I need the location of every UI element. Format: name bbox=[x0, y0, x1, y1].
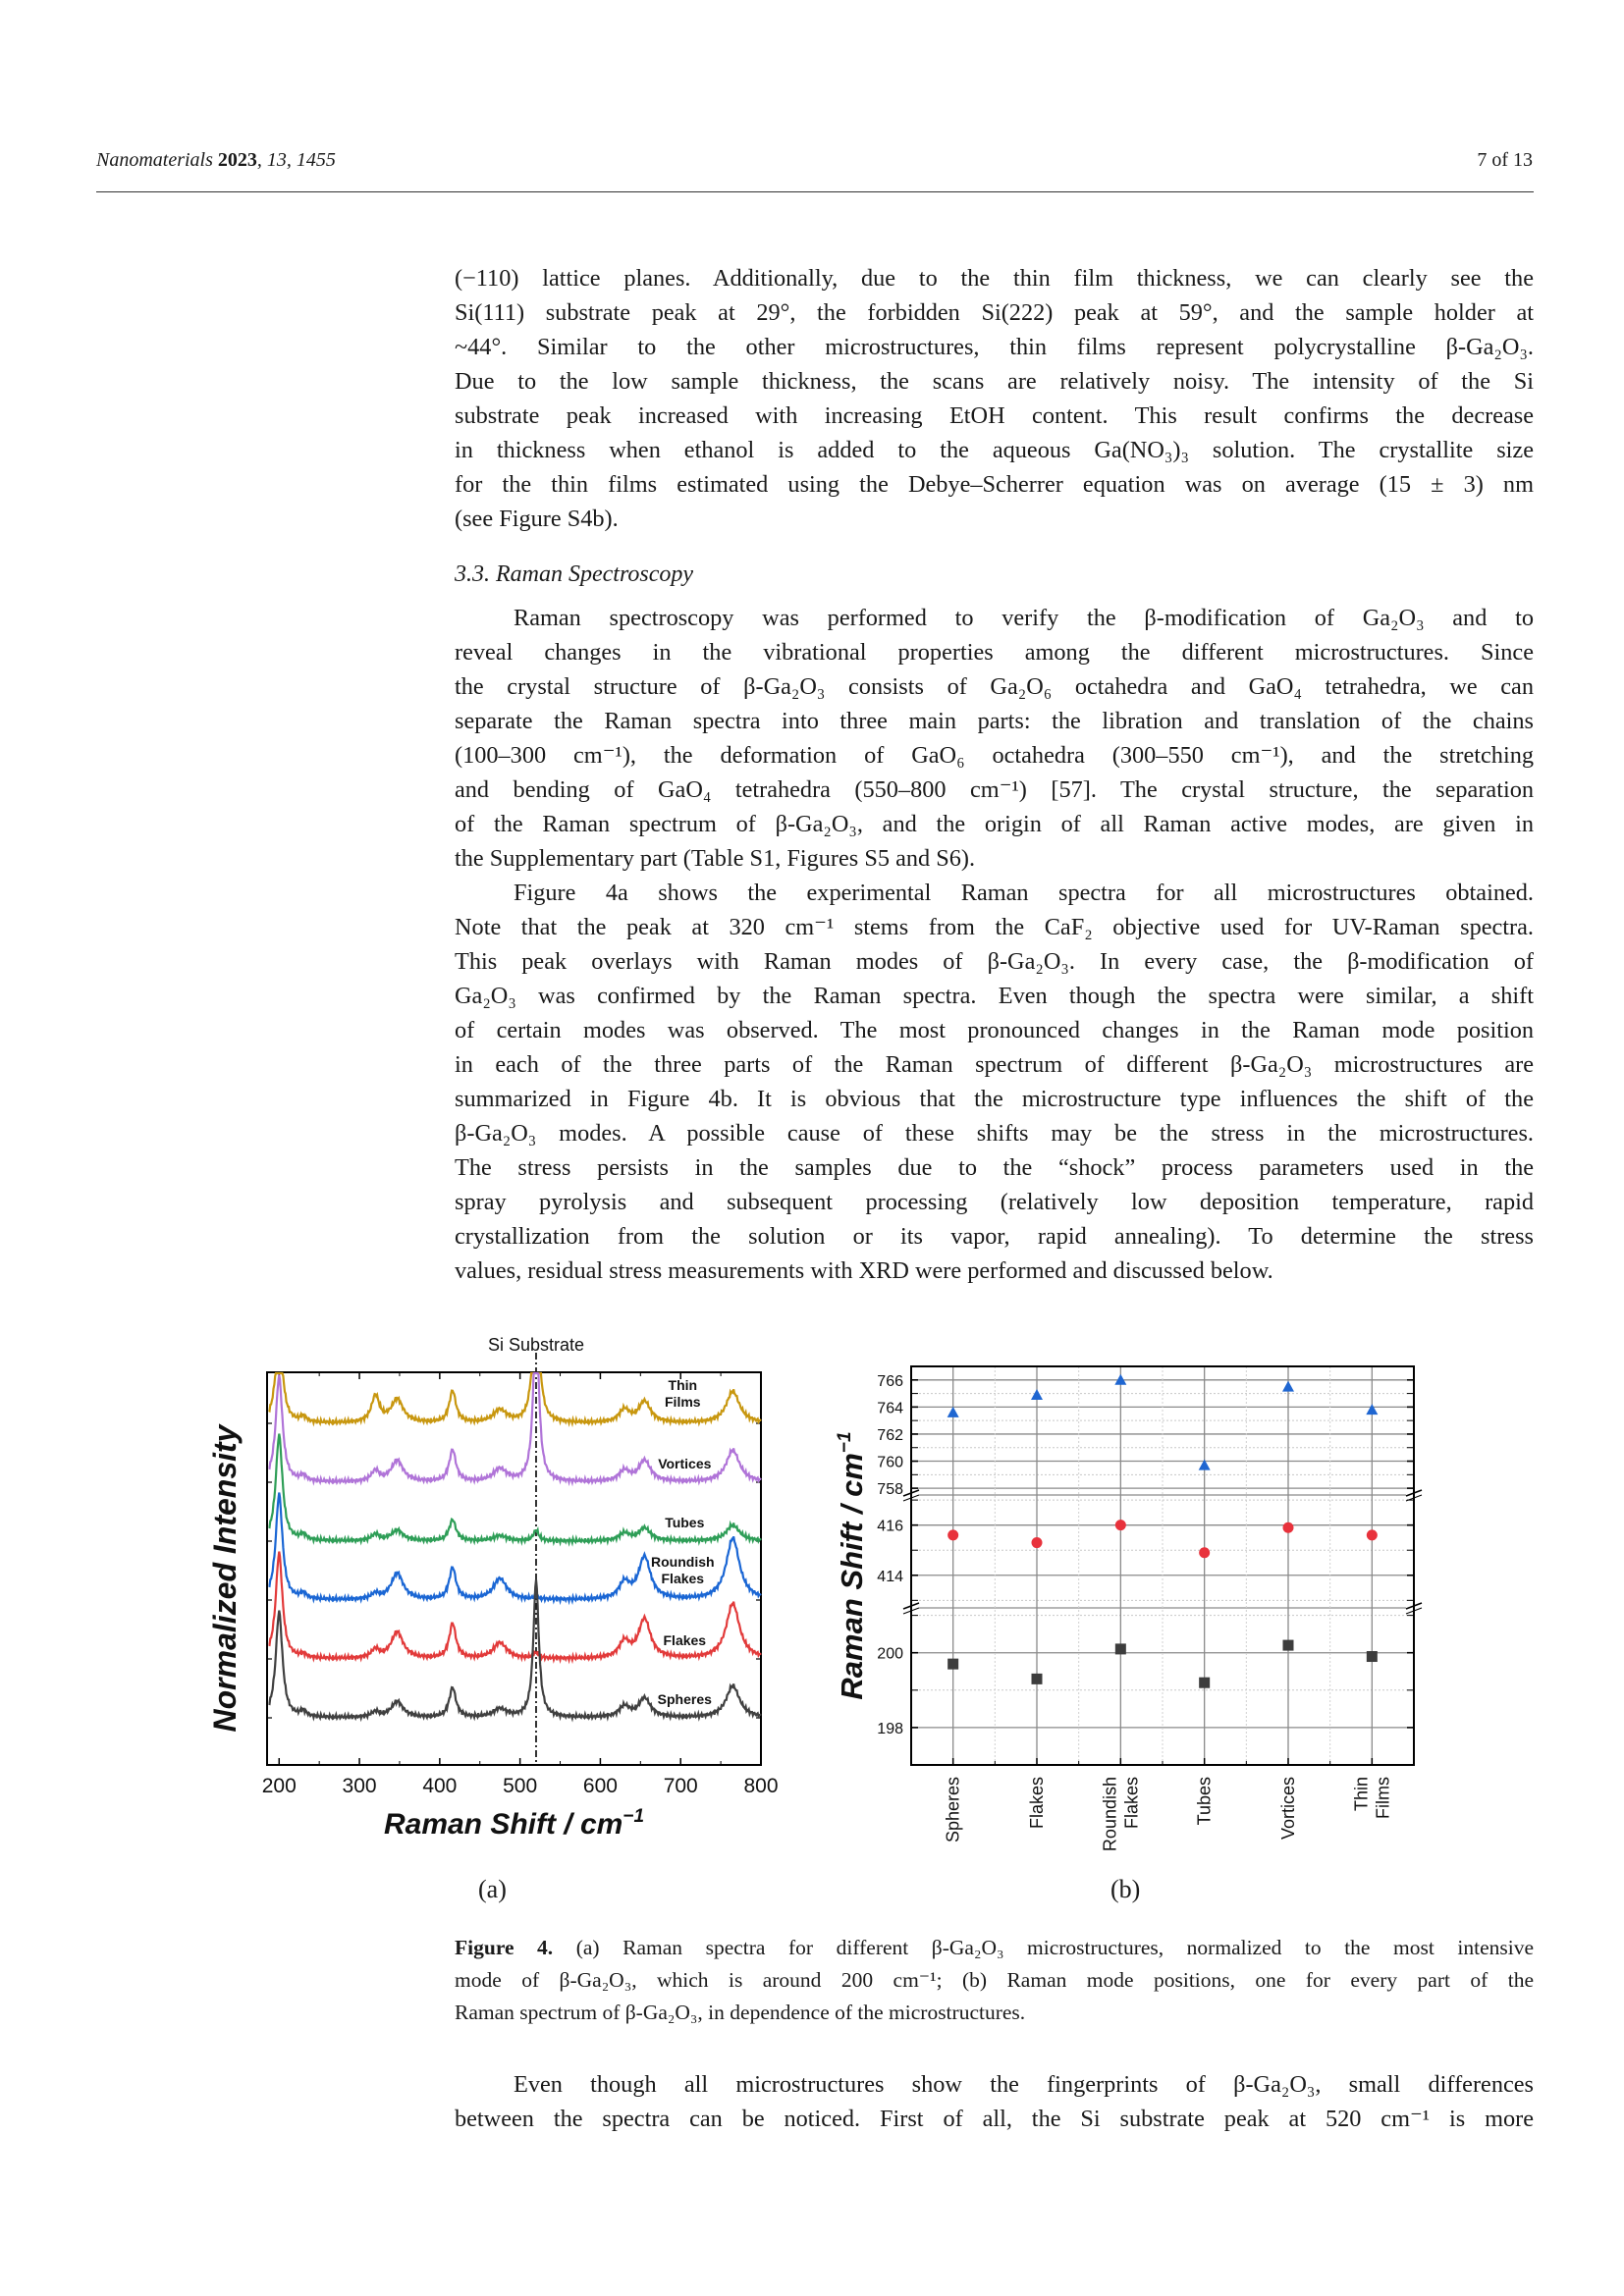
category-label: Roundish bbox=[1100, 1777, 1120, 1852]
text-line: separate the Raman spectra into three main parts: the libration and translation of the chains bbox=[455, 708, 1534, 734]
article-number: 1455 bbox=[296, 149, 336, 171]
text-line: and bending of GaO₄ tetrahedra (550–800 cm⁻¹) [57]. The crystal structure, the separation bbox=[455, 776, 1534, 803]
y-tick-label: 766 bbox=[877, 1372, 903, 1390]
data-point-square bbox=[1199, 1678, 1210, 1688]
text-line: Figure 4a shows the experimental Raman spectra for all microstructures obtained. bbox=[514, 880, 1534, 906]
caption-lines bbox=[455, 1932, 1534, 2029]
text-line: The stress persists in the samples due to the “shock” process parameters used in the bbox=[455, 1154, 1534, 1181]
text-line: values, residual stress measurements with XRD were performed and discussed below. bbox=[455, 1257, 1273, 1284]
category-label: Tubes bbox=[1194, 1777, 1215, 1826]
paragraph-xrd-thin-films bbox=[455, 261, 1534, 536]
series-label: Spheres bbox=[657, 1691, 712, 1707]
category-label: Flakes bbox=[1027, 1777, 1047, 1830]
text-line: (−110) lattice planes. Additionally, due to the thin film thickness, we can clearly see the bbox=[455, 265, 1534, 292]
paragraph-figure4-discussion bbox=[455, 876, 1534, 1288]
y-axis-title: Normalized Intensity bbox=[207, 1424, 243, 1733]
series-label: Thin bbox=[668, 1377, 698, 1393]
series-label: Flakes bbox=[661, 1571, 705, 1586]
text-line: spray pyrolysis and subsequent processing (relatively low deposition temperature, rapid bbox=[455, 1189, 1534, 1215]
y-tick-label: 198 bbox=[877, 1720, 903, 1737]
caption-line: Figure 4. (a) Raman spectra for different β-Ga₂O₃ microstructures, normalized to the most intensive bbox=[455, 1936, 1534, 1959]
data-point-square bbox=[1032, 1674, 1043, 1684]
x-tick-label: 700 bbox=[663, 1775, 698, 1797]
paragraph-lines bbox=[455, 261, 1534, 536]
text-line: of the Raman spectrum of β-Ga₂O₃, and the origin of all Raman active modes, are given in bbox=[455, 811, 1534, 837]
data-point-square bbox=[947, 1659, 958, 1670]
caption-line: mode of β-Ga₂O₃, which is around 200 cm⁻¹; (b) Raman mode positions, one for every part of the bbox=[455, 1968, 1534, 1992]
y-tick-label: 760 bbox=[877, 1454, 903, 1471]
text-line: of certain modes was observed. The most pronounced changes in the Raman mode position bbox=[455, 1017, 1534, 1043]
paragraph-spectra-differences bbox=[455, 2067, 1534, 2136]
text-line: (see Figure S4b). bbox=[455, 506, 619, 532]
y-tick-label: 414 bbox=[877, 1568, 903, 1585]
caption-label: Figure 4. bbox=[455, 1936, 576, 1959]
x-tick-label: 200 bbox=[261, 1775, 297, 1797]
journal-volume: 13 bbox=[266, 149, 287, 171]
text-line: Raman spectroscopy was performed to verify the β-modification of Ga₂O₃ and to bbox=[514, 605, 1534, 631]
data-point-square bbox=[1367, 1651, 1378, 1662]
data-point-triangle bbox=[947, 1407, 959, 1417]
text-line: crystallization from the solution or its vapor, rapid annealing). To determine the stress bbox=[455, 1223, 1534, 1250]
y-tick-label: 762 bbox=[877, 1426, 903, 1444]
x-tick-label: 600 bbox=[582, 1775, 618, 1797]
text-line: the crystal structure of β-Ga₂O₃ consists of Ga₂O₆ octahedra and GaO₄ tetrahedra, we can bbox=[455, 673, 1534, 700]
series-label: Tubes bbox=[665, 1515, 705, 1530]
page-number: 7 of 13 bbox=[1477, 149, 1533, 171]
text-line: Even though all microstructures show the fingerprints of β-Ga₂O₃, small differences bbox=[514, 2071, 1534, 2098]
data-point-triangle bbox=[1031, 1389, 1043, 1400]
text-line: in each of the three parts of the Raman spectrum of different β-Ga₂O₃ microstructures are bbox=[455, 1051, 1534, 1078]
series-label: Films bbox=[665, 1394, 701, 1410]
caption-line: Raman spectrum of β-Ga₂O₃, in dependence of the microstructures. bbox=[455, 2001, 1026, 2024]
figure-4a-raman-spectra bbox=[196, 1325, 785, 1855]
y-tick-label: 764 bbox=[877, 1400, 903, 1417]
text-line: between the spectra can be noticed. First of all, the Si substrate peak at 520 cm⁻¹ is more bbox=[455, 2106, 1534, 2132]
text-line: (100–300 cm⁻¹), the deformation of GaO₆ octahedra (300–550 cm⁻¹), and the stretching bbox=[455, 742, 1534, 769]
category-label: Vortices bbox=[1278, 1777, 1298, 1841]
figure-panel-a-label: (a) bbox=[478, 1875, 507, 1903]
section-number: 3.3. bbox=[455, 561, 490, 587]
series-label: Vortices bbox=[658, 1456, 712, 1471]
journal-name: Nanomaterials bbox=[96, 149, 213, 171]
paragraph-lines bbox=[455, 876, 1534, 1288]
x-tick-label: 300 bbox=[342, 1775, 377, 1797]
section-title: Raman Spectroscopy bbox=[496, 561, 694, 587]
data-point-square bbox=[1283, 1640, 1294, 1651]
running-header-journal: Nanomaterials 2023, 13, 1455 bbox=[96, 149, 336, 171]
text-line: Ga₂O₃ was confirmed by the Raman spectra. Even though the spectra were similar, a shift bbox=[455, 983, 1534, 1009]
x-tick-label: 500 bbox=[503, 1775, 538, 1797]
text-line: Note that the peak at 320 cm⁻¹ stems from the CaF₂ objective used for UV-Raman spectra. bbox=[455, 914, 1534, 940]
data-point-circle bbox=[1032, 1537, 1043, 1548]
figure-4b-mode-positions bbox=[825, 1345, 1453, 1895]
text-line: the Supplementary part (Table S1, Figures S5 and S6). bbox=[455, 845, 976, 872]
category-label: Films bbox=[1373, 1777, 1393, 1819]
text-line: β-Ga₂O₃ modes. A possible cause of these shifts may be the stress in the microstructures. bbox=[455, 1120, 1534, 1147]
si-substrate-annotation: Si Substrate bbox=[487, 1335, 585, 1355]
section-heading bbox=[455, 561, 693, 588]
figure-caption bbox=[455, 1932, 1534, 2029]
category-label: Thin bbox=[1351, 1777, 1372, 1812]
text-line: substrate peak increased with increasing EtOH content. This result confirms the decrease bbox=[455, 402, 1534, 429]
paragraph-raman-intro bbox=[455, 601, 1534, 876]
text-line: Due to the low sample thickness, the scans are relatively noisy. The intensity of the Si bbox=[455, 368, 1534, 395]
x-tick-label: 800 bbox=[743, 1775, 779, 1797]
paragraph-lines bbox=[455, 2067, 1534, 2136]
x-axis-title: Raman Shift / $cm^{-1}$ bbox=[383, 1806, 645, 1841]
data-point-circle bbox=[1367, 1529, 1378, 1540]
text-line: ~44°. Similar to the other microstructures, thin films represent polycrystalline β-Ga₂O₃. bbox=[455, 334, 1534, 360]
category-label: Spheres bbox=[943, 1777, 963, 1843]
data-point-circle bbox=[947, 1529, 958, 1540]
paragraph-lines bbox=[455, 601, 1534, 876]
text-line: for the thin films estimated using the Debye–Scherrer equation was on average (15 ± 3) nm bbox=[455, 471, 1534, 498]
journal-year: 2023 bbox=[217, 149, 257, 171]
series-label: Flakes bbox=[663, 1632, 707, 1648]
header-rule bbox=[96, 191, 1534, 192]
data-point-circle bbox=[1199, 1547, 1210, 1558]
series-label: Roundish bbox=[651, 1554, 715, 1570]
x-tick-label: 400 bbox=[422, 1775, 458, 1797]
text-line: This peak overlays with Raman modes of β-Ga₂O₃. In every case, the β-modification of bbox=[455, 948, 1534, 975]
data-point-circle bbox=[1115, 1520, 1126, 1530]
y-tick-label: 758 bbox=[877, 1481, 903, 1499]
category-label: Flakes bbox=[1121, 1777, 1142, 1830]
text-line: Si(111) substrate peak at 29°, the forbidden Si(222) peak at 59°, and the sample holder at bbox=[455, 299, 1534, 326]
text-line: in thickness when ethanol is added to the aqueous Ga(NO₃)₃ solution. The crystallite size bbox=[455, 437, 1534, 463]
y-tick-label: 200 bbox=[877, 1645, 903, 1663]
y-tick-label: 416 bbox=[877, 1518, 903, 1535]
data-point-triangle bbox=[1282, 1381, 1294, 1392]
y-axis-title: Raman Shift / $cm^{-1}$ bbox=[835, 1431, 869, 1700]
figure-panel-b-label: (b) bbox=[1110, 1875, 1141, 1903]
data-point-circle bbox=[1283, 1522, 1294, 1533]
data-point-square bbox=[1115, 1643, 1126, 1654]
text-line: summarized in Figure 4b. It is obvious that the microstructure type influences the shift of the bbox=[455, 1086, 1534, 1112]
data-point-triangle bbox=[1366, 1404, 1378, 1415]
text-line: reveal changes in the vibrational properties among the different microstructures. Since bbox=[455, 639, 1534, 666]
